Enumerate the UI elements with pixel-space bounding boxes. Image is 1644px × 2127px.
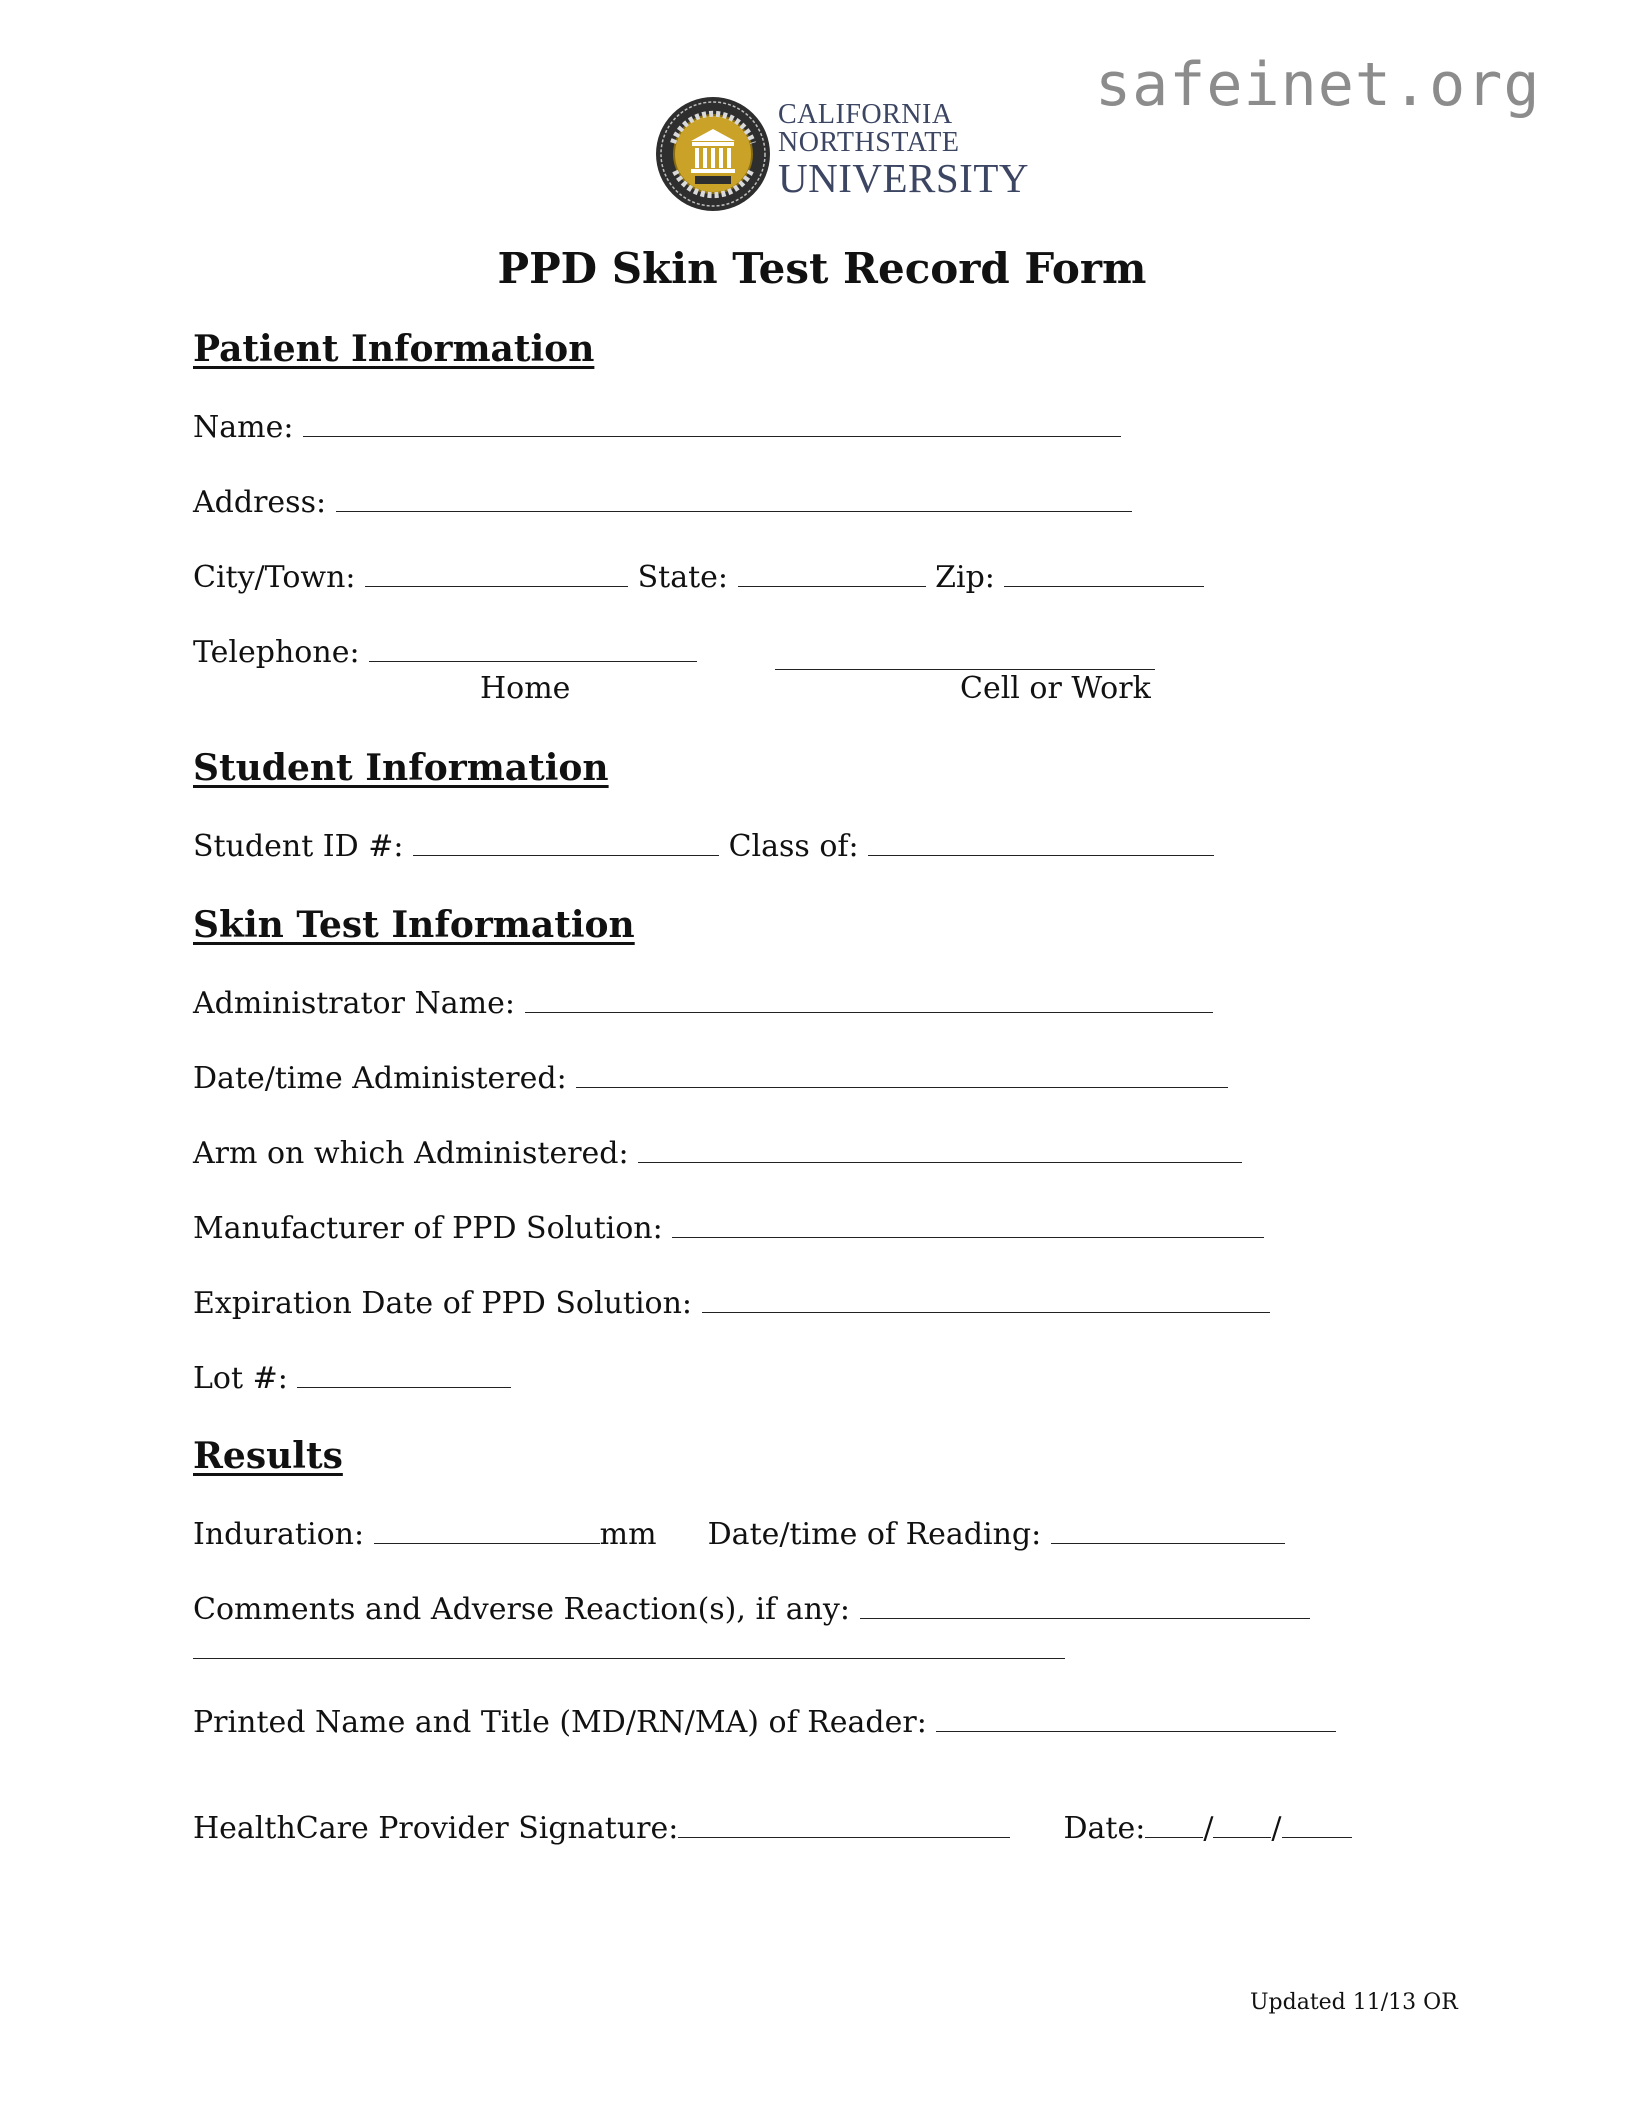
comments-row	[193, 1590, 1310, 1630]
date-month-field[interactable]	[1145, 1809, 1203, 1838]
signature-row	[193, 1809, 1352, 1849]
date-label: Date:	[1063, 1811, 1146, 1846]
home-label: Home	[480, 671, 571, 706]
manufacturer-row	[193, 1209, 1264, 1249]
expiration-row	[193, 1284, 1270, 1324]
logo-line-california: CALIFORNIA	[778, 99, 953, 130]
cell-or-work-label: Cell or Work	[960, 671, 1151, 706]
class-of-label: Class of:	[728, 829, 859, 864]
date-administered-label: Date/time Administered:	[193, 1061, 567, 1096]
footer-updated-note: Updated 11/13 OR	[1250, 1990, 1458, 2015]
watermark-text: safeinet.org	[1095, 50, 1541, 120]
address-field[interactable]	[336, 483, 1132, 512]
arm-row	[193, 1134, 1242, 1174]
administrator-name-label: Administrator Name:	[193, 986, 515, 1021]
date-administered-row	[193, 1059, 1228, 1099]
reading-label: Date/time of Reading:	[707, 1517, 1042, 1552]
student-id-field[interactable]	[413, 827, 719, 856]
address-label: Address:	[193, 485, 327, 520]
zip-field[interactable]	[1004, 558, 1204, 587]
zip-label: Zip:	[935, 560, 995, 595]
student-row	[193, 827, 1214, 867]
telephone-home-field[interactable]	[369, 633, 697, 662]
skin-test-section-heading: Skin Test Information	[193, 904, 635, 946]
city-state-zip-row	[193, 558, 1204, 598]
student-section-heading: Student Information	[193, 747, 609, 789]
signature-label: HealthCare Provider Signature:	[193, 1811, 679, 1846]
university-logo	[655, 93, 1029, 215]
manufacturer-label: Manufacturer of PPD Solution:	[193, 1211, 663, 1246]
signature-field[interactable]	[678, 1809, 1010, 1838]
mm-label: mm	[599, 1517, 657, 1552]
address-row	[193, 483, 1132, 523]
telephone-cell-field[interactable]	[775, 669, 1155, 670]
induration-field[interactable]	[374, 1515, 600, 1544]
telephone-row	[193, 633, 697, 673]
administrator-name-row	[193, 984, 1213, 1024]
expiration-field[interactable]	[702, 1284, 1270, 1313]
city-field[interactable]	[365, 558, 628, 587]
date-administered-field[interactable]	[576, 1059, 1228, 1088]
logo-line-northstate: NORTHSTATE	[778, 127, 960, 158]
name-field[interactable]	[303, 408, 1121, 437]
name-row	[193, 408, 1121, 448]
expiration-label: Expiration Date of PPD Solution:	[193, 1286, 693, 1321]
comments-field-line-2[interactable]	[193, 1658, 1065, 1659]
manufacturer-field[interactable]	[672, 1209, 1264, 1238]
university-seal-icon	[655, 93, 773, 215]
induration-row	[193, 1515, 1285, 1555]
state-field[interactable]	[738, 558, 926, 587]
date-separator-1: /	[1203, 1811, 1214, 1846]
lot-row	[193, 1359, 511, 1399]
printed-name-row	[193, 1703, 1336, 1743]
logo-wordmark	[778, 101, 1029, 199]
city-label: City/Town:	[193, 560, 356, 595]
comments-label: Comments and Adverse Reaction(s), if any:	[193, 1592, 850, 1627]
administrator-name-field[interactable]	[525, 984, 1213, 1013]
date-day-field[interactable]	[1213, 1809, 1271, 1838]
arm-field[interactable]	[638, 1134, 1242, 1163]
class-of-field[interactable]	[868, 827, 1214, 856]
patient-section-heading: Patient Information	[193, 328, 595, 370]
state-label: State:	[637, 560, 729, 595]
date-separator-2: /	[1271, 1811, 1282, 1846]
lot-field[interactable]	[297, 1359, 511, 1388]
reading-field[interactable]	[1051, 1515, 1285, 1544]
lot-label: Lot #:	[193, 1361, 288, 1396]
printed-name-field[interactable]	[936, 1703, 1336, 1732]
student-id-label: Student ID #:	[193, 829, 404, 864]
telephone-label: Telephone:	[193, 635, 360, 670]
results-section-heading: Results	[193, 1435, 343, 1477]
arm-label: Arm on which Administered:	[193, 1136, 629, 1171]
comments-field[interactable]	[860, 1590, 1310, 1619]
logo-line-university: UNIVERSITY	[778, 155, 1029, 201]
induration-label: Induration:	[193, 1517, 365, 1552]
page-title: PPD Skin Test Record Form	[497, 244, 1147, 293]
date-year-field[interactable]	[1282, 1809, 1352, 1838]
printed-name-label: Printed Name and Title (MD/RN/MA) of Reader:	[193, 1705, 927, 1740]
name-label: Name:	[193, 410, 294, 445]
